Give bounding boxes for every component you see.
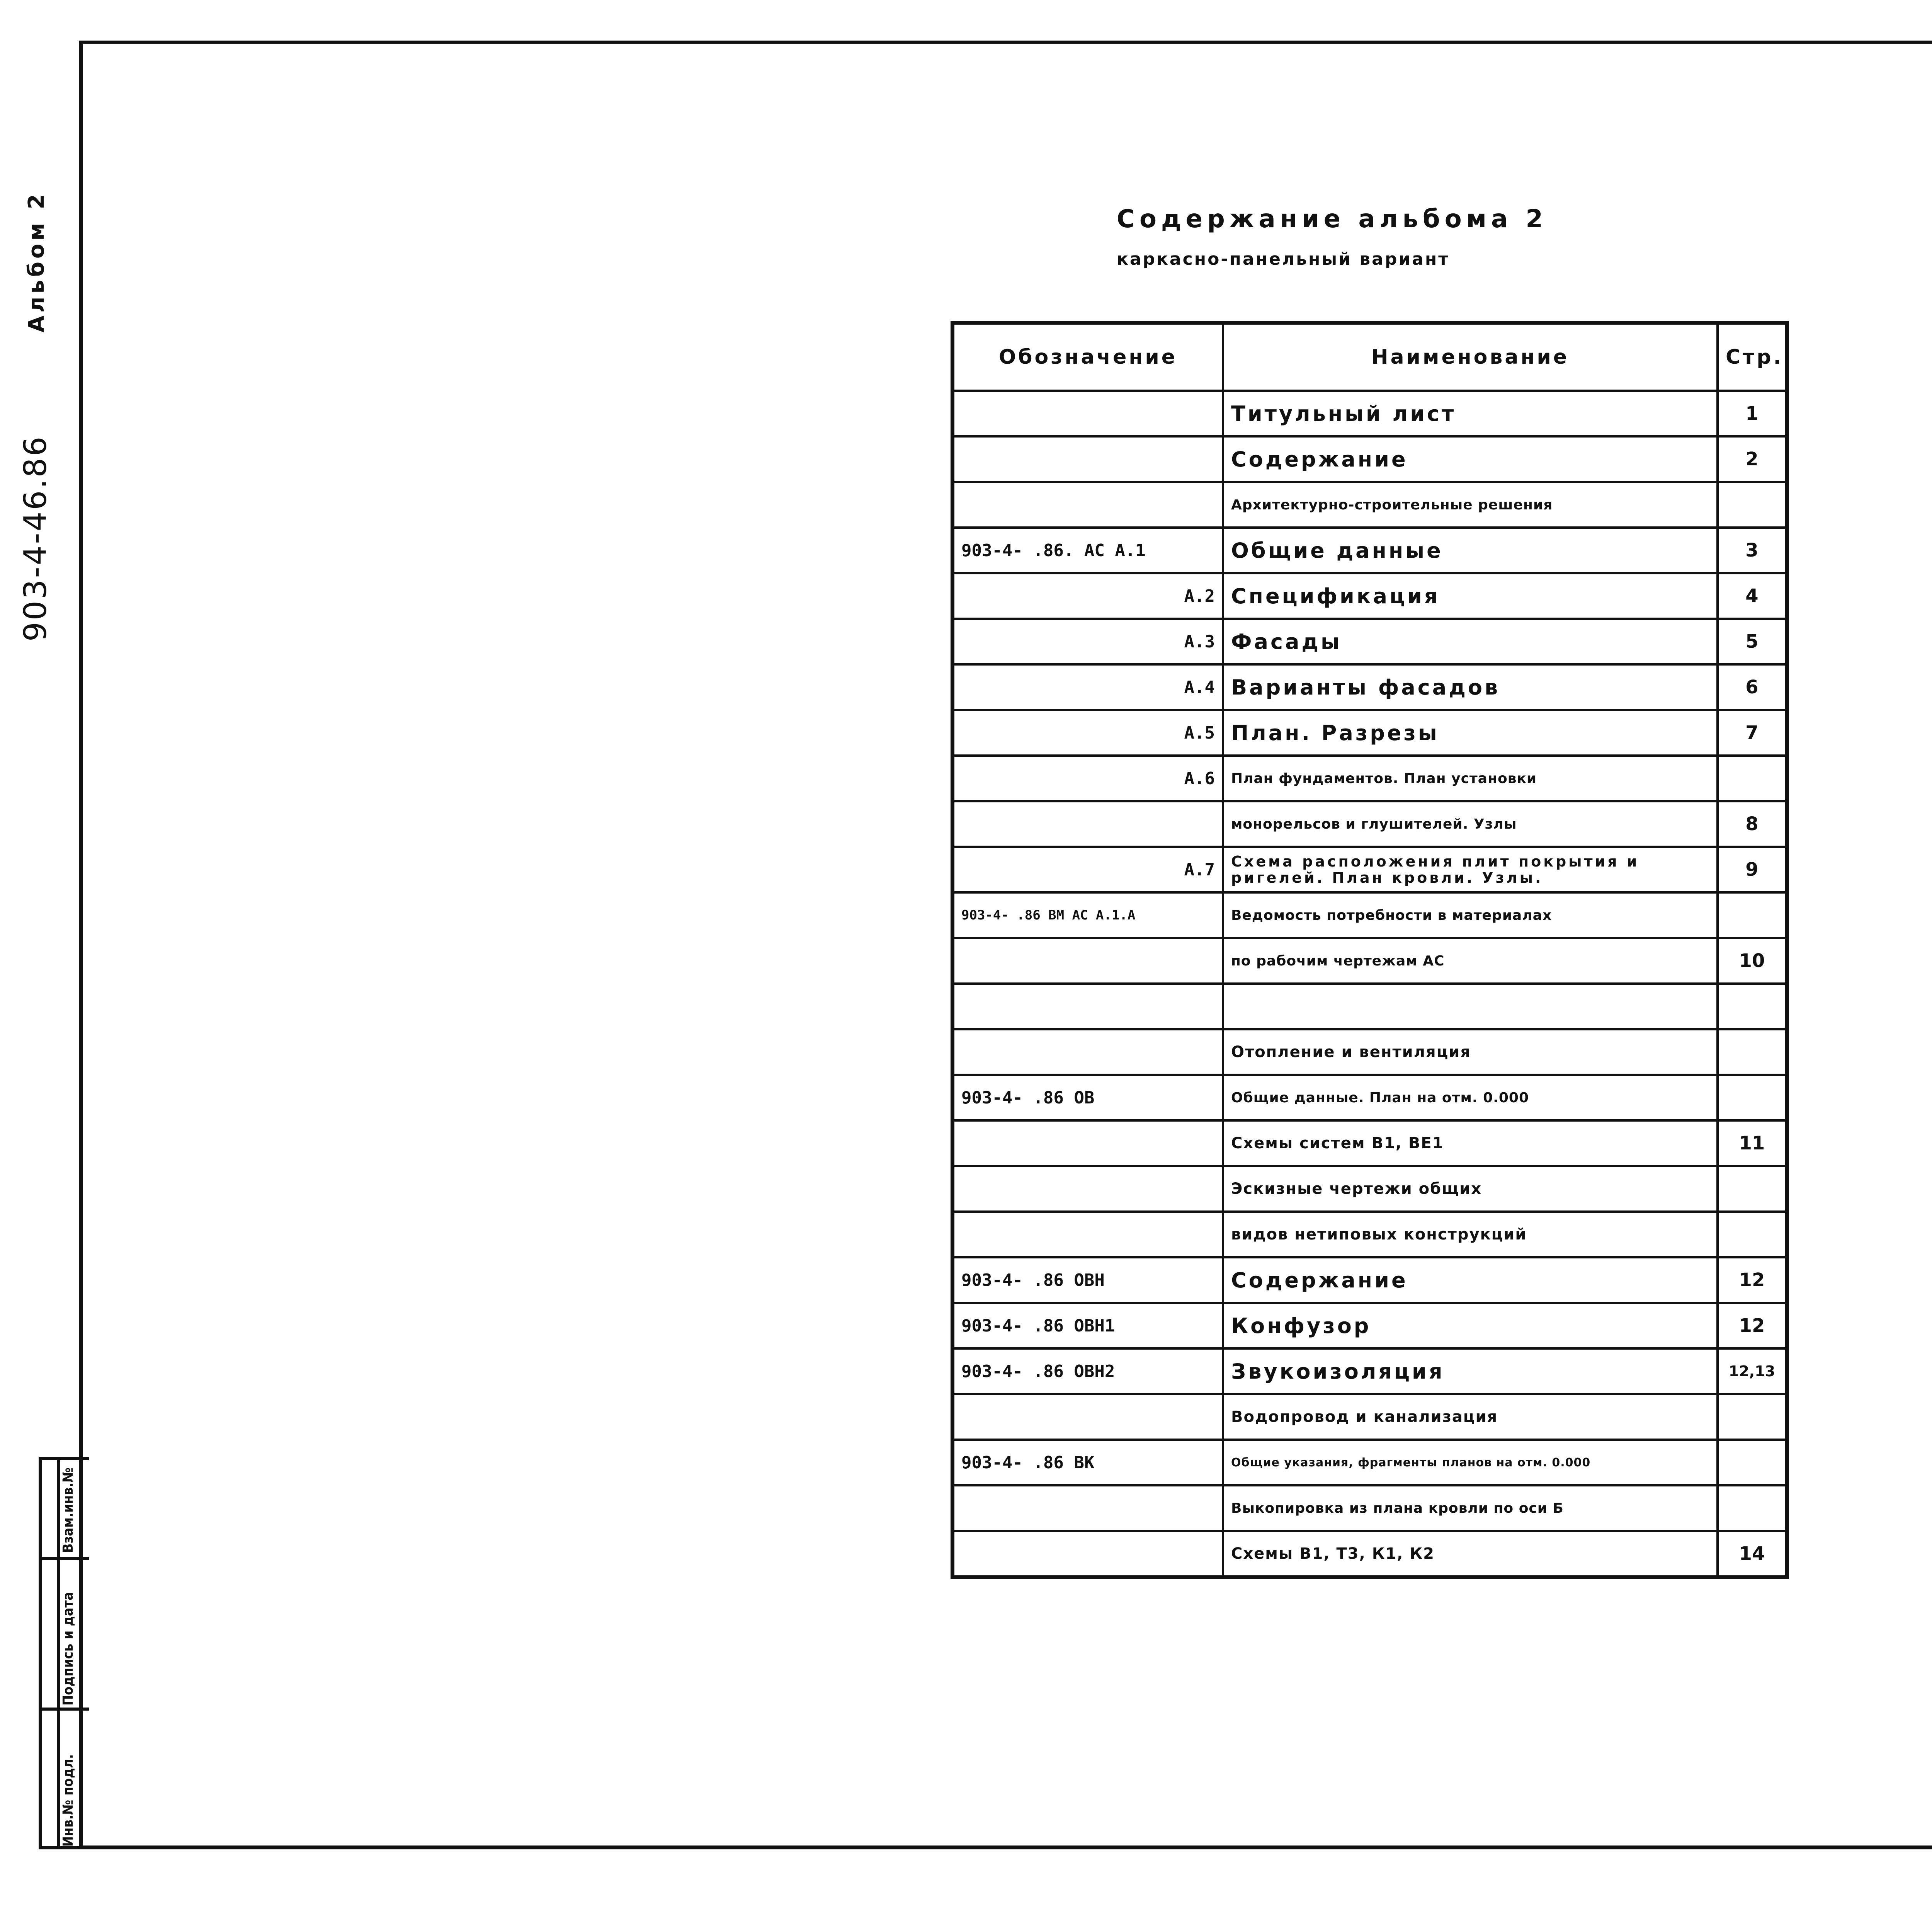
row-page [1718,756,1787,801]
row-name: Водопровод и канализация [1223,1394,1718,1440]
table-row [952,1485,1787,1531]
row-name: Общие данные [1223,528,1718,573]
row-code [952,436,1223,482]
row-page: 5 [1718,619,1787,664]
row-page: 10 [1718,938,1787,984]
row-name: Общие данные. План на отм. 0.000 [1223,1075,1718,1120]
side-album-label: Альбом 2 [24,191,49,332]
row-code [952,1166,1223,1212]
table-row [952,1029,1787,1075]
row-code [952,1485,1223,1531]
column-header-name: Наименование [1223,323,1718,391]
table-row [952,1166,1787,1212]
row-code [952,1120,1223,1166]
column-header-designation: Обозначение [952,323,1223,391]
row-name: Спецификация [1223,573,1718,619]
row-name: Схемы систем В1, ВЕ1 [1223,1120,1718,1166]
table-row [952,847,1787,892]
approval-stamp [39,1457,89,1849]
row-name: Эскизные чертежи общих [1223,1166,1718,1212]
table-row [952,1348,1787,1394]
row-page [1718,482,1787,528]
table-row [952,984,1787,1029]
row-page: 7 [1718,710,1787,756]
row-page: 11 [1718,1120,1787,1166]
table-row [952,528,1787,573]
table-row [952,892,1787,938]
table-row [952,1394,1787,1440]
row-page [1718,1440,1787,1485]
row-name: Схемы В1, Т3, К1, К2 [1223,1531,1718,1577]
table-row [952,1303,1787,1348]
row-page: 12,13 [1718,1348,1787,1394]
stamp-label-replacement: Взам.инв.№ [60,1468,76,1553]
row-name: Схема расположения плит покрытия и ригелей. План кровли. Узлы. [1223,847,1718,892]
row-name: План фундаментов. План установки [1223,756,1718,801]
row-name: Содержание [1223,436,1718,482]
stamp-divider [42,1557,89,1560]
row-name: Варианты фасадов [1223,664,1718,710]
row-page: 1 [1718,391,1787,436]
row-code: А.7 [952,847,1223,892]
row-name: Титульный лист [1223,391,1718,436]
row-name [1223,984,1718,1029]
row-code: А.3 [952,619,1223,664]
row-code [952,801,1223,847]
table-row [952,1257,1787,1303]
row-code: 903-4- .86 ВМ АС А.1.А [952,892,1223,938]
row-code [952,1212,1223,1257]
row-page: 12 [1718,1257,1787,1303]
row-code: 903-4- .86 ОВ [952,1075,1223,1120]
row-code [952,984,1223,1029]
table-row [952,391,1787,436]
table-row [952,619,1787,664]
row-page [1718,1029,1787,1075]
column-header-page: Стр. [1718,323,1787,391]
row-code: 903-4- .86. АС А.1 [952,528,1223,573]
row-page: 2 [1718,436,1787,482]
stamp-divider [57,1460,60,1846]
row-code: А.6 [952,756,1223,801]
row-name: Звукоизоляция [1223,1348,1718,1394]
row-code [952,1029,1223,1075]
row-code: 903-4- .86 ОВН [952,1257,1223,1303]
row-code: А.5 [952,710,1223,756]
side-document-code: 903-4-46.86 [17,435,53,642]
row-code: А.2 [952,573,1223,619]
table-row [952,1120,1787,1166]
row-code [952,1531,1223,1577]
row-name: Содержание [1223,1257,1718,1303]
row-code [952,391,1223,436]
table-row [952,1440,1787,1485]
row-page: 3 [1718,528,1787,573]
table-row [952,664,1787,710]
row-code [952,1394,1223,1440]
row-name: Фасады [1223,619,1718,664]
row-code [952,482,1223,528]
row-name: Ведомость потребности в материалах [1223,892,1718,938]
row-page [1718,892,1787,938]
table-row [952,801,1787,847]
row-code: 903-4- .86 ОВН1 [952,1303,1223,1348]
row-page [1718,1485,1787,1531]
page-subtitle: каркасно-панельный вариант [1117,249,1450,269]
table-row [952,1075,1787,1120]
row-code: А.4 [952,664,1223,710]
row-page [1718,984,1787,1029]
table-row [952,756,1787,801]
row-name: по рабочим чертежам АС [1223,938,1718,984]
row-name: Общие указания, фрагменты планов на отм. 0.000 [1223,1440,1718,1485]
row-name: монорельсов и глушителей. Узлы [1223,801,1718,847]
table-row [952,1212,1787,1257]
contents-table [951,321,1789,1579]
row-page: 14 [1718,1531,1787,1577]
page-title: Содержание альбома 2 [1117,205,1548,233]
row-name: Отопление и вентиляция [1223,1029,1718,1075]
row-code [952,938,1223,984]
row-page: 9 [1718,847,1787,892]
table-header-row [952,323,1787,391]
row-code: 903-4- .86 ВК [952,1440,1223,1485]
stamp-label-signature: Подпись и дата [60,1592,76,1706]
row-name: видов нетиповых конструкций [1223,1212,1718,1257]
row-name: План. Разрезы [1223,710,1718,756]
table-row [952,436,1787,482]
row-page: 6 [1718,664,1787,710]
row-page: 4 [1718,573,1787,619]
row-code: 903-4- .86 ОВН2 [952,1348,1223,1394]
row-name: Архитектурно-строительные решения [1223,482,1718,528]
row-page: 12 [1718,1303,1787,1348]
row-name: Конфузор [1223,1303,1718,1348]
row-page [1718,1075,1787,1120]
stamp-divider [42,1708,89,1711]
table-row [952,710,1787,756]
row-page [1718,1212,1787,1257]
row-page [1718,1166,1787,1212]
row-page [1718,1394,1787,1440]
table-row [952,573,1787,619]
table-row [952,938,1787,984]
row-name: Выкопировка из плана кровли по оси Б [1223,1485,1718,1531]
table-row [952,1531,1787,1577]
stamp-label-inv: Инв.№ подл. [60,1754,76,1847]
table-row [952,482,1787,528]
row-page: 8 [1718,801,1787,847]
